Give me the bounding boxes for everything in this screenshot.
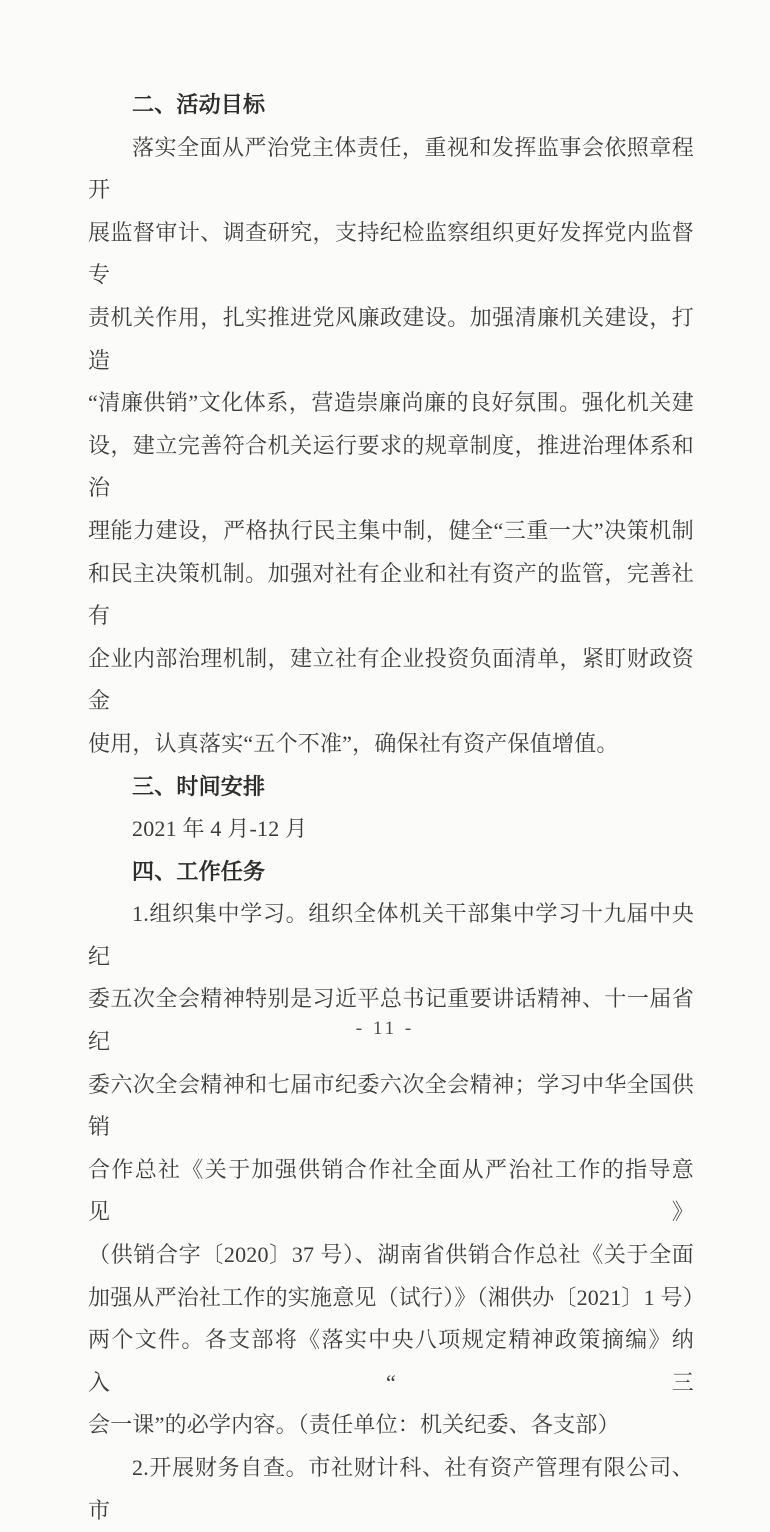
text-line: 使用，认真落实“五个不准”，确保社有资产保值增值。 xyxy=(88,730,619,756)
text-line: 委五次全会精神特别是习近平总书记重要讲话精神、十一届省纪 xyxy=(88,986,694,1055)
text-line: （供销合字〔2020〕37 号）、湖南省供销合作总社《关于全面 xyxy=(88,1242,694,1268)
text-line: 落实全面从严治党主体责任，重视和发挥监事会依照章程开 xyxy=(88,134,694,203)
text-line: 两个文件。各支部将《落实中央八项规定精神政策摘编》纳入“三 xyxy=(88,1327,694,1395)
text-line: 合作总社《关于加强供销合作社全面从严治社工作的指导意见》 xyxy=(88,1156,694,1225)
text-line: 展监督审计、调查研究，支持纪检监察组织更好发挥党内监督专 xyxy=(88,219,694,288)
text-line: 理能力建设，严格执行民主集中制，健全“三重一大”决策机制 xyxy=(88,517,694,543)
section-heading: 二、活动目标 xyxy=(132,92,266,117)
text-line: 2021 年 4 月-12 月 xyxy=(132,816,308,842)
text-line: 1.组织集中学习。组织全体机关干部集中学习十九届中央纪 xyxy=(88,901,694,969)
section-heading: 四、工作任务 xyxy=(132,858,266,884)
text-line: 2.开展财务自查。市社财计科、社有资产管理有限公司、市 xyxy=(88,1455,694,1523)
text-line: 和民主决策机制。加强对社有企业和社有资产的监管，完善社有 xyxy=(88,560,694,629)
text-line: 会一课”的必学内容。（责任单位：机关纪委、各支部） xyxy=(88,1412,620,1438)
text-line: “清廉供销”文化体系，营造崇廉尚廉的良好氛围。强化机关建 xyxy=(88,390,694,416)
text-line: 加强从严治社工作的实施意见（试行）》（湘供办〔2021〕1 号） xyxy=(88,1284,705,1310)
section-heading: 三、时间安排 xyxy=(132,773,266,799)
text-line: 企业内部治理机制，建立社有企业投资负面清单，紧盯财政资金 xyxy=(88,645,694,714)
text-line: 委六次全会精神和七届市纪委六次全会精神；学习中华全国供销 xyxy=(88,1071,694,1140)
text-line: 责机关作用，扎实推进党风廉政建设。加强清廉机关建设，打造 xyxy=(88,304,694,373)
text-line: 设，建立完善符合机关运行要求的规章制度，推进治理体系和治 xyxy=(88,432,694,501)
document-body xyxy=(88,84,705,1532)
page-number: - 11 - xyxy=(355,1018,415,1039)
